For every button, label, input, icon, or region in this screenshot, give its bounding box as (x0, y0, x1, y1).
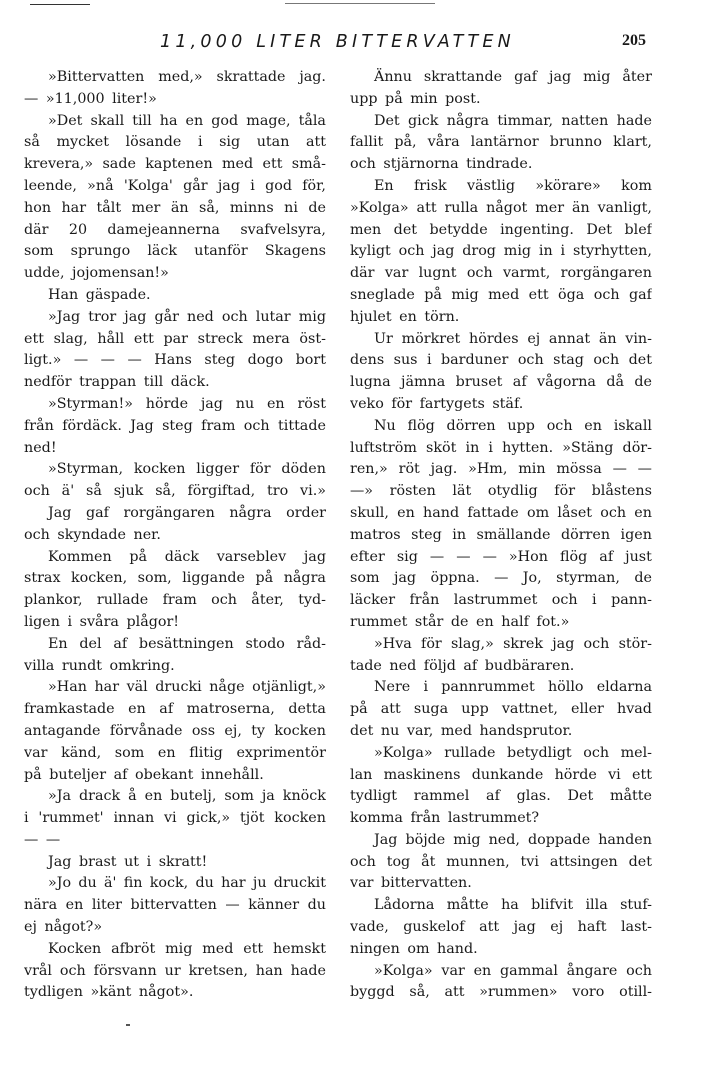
text-line: »Jo du ä' fin kock, du har ju druckit (48, 875, 326, 892)
text-line: rummet står de en half fot.» (350, 613, 570, 630)
text-line: läcker från lastrummet och i pann- (350, 592, 652, 609)
text-line: — — (24, 831, 61, 848)
text-line: leende, »nå 'Kolga' går jag i god för, (24, 177, 326, 194)
text-line: komma från lastrummet? (350, 810, 540, 827)
text-line: var bittervatten. (350, 875, 472, 892)
text-line: vade, guskelof att jag ej haft last- (350, 919, 652, 936)
text-line: och skyndade ner. (24, 526, 161, 543)
text-line: hjulet en törn. (350, 308, 460, 325)
text-line: »Jag tror jag går ned och lutar mig (48, 308, 326, 325)
print-mark (126, 1024, 130, 1026)
text-line: ej något?» (24, 919, 103, 936)
text-line: och stjärnorna tindrade. (350, 156, 533, 173)
text-line: Jag brast ut i skratt! (48, 853, 208, 870)
page-number: 205 (622, 32, 646, 49)
text-line: »Det skall till ha en god mage, tåla (48, 112, 326, 129)
text-line: Lådorna måtte ha blifvit illa stuf- (374, 897, 652, 914)
text-line: »Kolga» att rulla något mer än vanligt, (350, 199, 652, 216)
text-line: matros steg in smällande dörren igen (350, 526, 652, 543)
text-line: fallit på, våra lantärnor brunno klart, (350, 134, 652, 151)
right-column (350, 67, 652, 1004)
text-line: lan maskinens dunkande hörde vi ett (350, 766, 652, 783)
text-line: men det betydde ingenting. Det blef (350, 221, 652, 238)
text-line: udde, jojomensan!» (24, 265, 169, 282)
text-line: — »11,000 liter!» (24, 90, 157, 107)
running-title: 11,000 LITER BITTERVATTEN (160, 32, 515, 52)
text-line: efter sig — — — »Hon flög af just (350, 548, 652, 565)
text-line: Nu flög dörren upp och en iskall (374, 417, 652, 434)
text-line: skull, en hand fattade om låset och en (350, 504, 652, 521)
text-line: ett slag, håll ett par streck mera öst- (24, 330, 326, 347)
text-line: Kommen på däck varseblev jag (48, 548, 326, 565)
text-line: på att suga upp vattnet, eller hvad (350, 701, 652, 718)
text-line: i 'rummet' innan vi gick,» tjöt kocken (24, 810, 326, 827)
text-line: det nu var, med handsprutor. (350, 722, 573, 739)
text-line: upp på min post. (350, 90, 481, 107)
text-line: Han gäspade. (48, 286, 151, 303)
text-line: Kocken afbröt mig med ett hemskt (48, 940, 326, 957)
text-line: ningen om hand. (350, 940, 478, 957)
text-line: lugna jämna bruset af vågorna då de (350, 374, 652, 391)
text-line: vrål och försvann ur kretsen, han hade (24, 962, 326, 979)
text-line: »Kolga» rullade betydligt och mel- (374, 744, 652, 761)
text-line: på buteljer af obekant innehåll. (24, 766, 264, 783)
text-line: »Han har väl drucki någe otjänligt,» (48, 679, 326, 696)
print-mark (30, 4, 90, 7)
text-line: veko för fartygets stäf. (350, 395, 524, 412)
print-mark (285, 3, 435, 5)
text-line: En del af besättningen stodo råd- (48, 635, 326, 652)
text-line: hon har tålt mer än så, minns ni de (24, 199, 326, 216)
text-line: antagande förvånade oss ej, ty kocken (24, 722, 326, 739)
text-line: luftström sköt in i hytten. »Stäng dör- (350, 439, 652, 456)
text-line: ned! (24, 439, 57, 456)
text-line: var känd, som en flitig exprimentör (24, 744, 326, 761)
text-line: ren,» röt jag. »Hm, min mössa — — (350, 461, 652, 478)
text-line: nära en liter bittervatten — känner du (24, 897, 326, 914)
text-line: så mycket lösande i sig utan att (24, 134, 326, 151)
text-line: nedför trappan till däck. (24, 374, 210, 391)
text-line: »Styrman, kocken ligger för döden (48, 461, 326, 478)
text-line: byggd så, att »rummen» voro otill- (350, 984, 652, 1001)
text-line: En frisk västlig »körare» kom (374, 177, 652, 194)
text-line: »Ja drack å en butelj, som ja knöck (48, 788, 326, 805)
text-line: »Styrman!» hörde jag nu en röst (48, 395, 326, 412)
text-line: som sprungo läck utanför Skagens (24, 243, 326, 260)
text-line: där var lugnt och varmt, rorgängaren (350, 265, 652, 282)
page-header (0, 32, 728, 56)
text-line: som jag öppna. — Jo, styrman, de (350, 570, 652, 587)
text-line: strax kocken, som, liggande på några (24, 570, 326, 587)
text-line: ligen i svåra plågor! (24, 613, 180, 630)
text-line: kyligt och jag drog mig in i styrhytten, (350, 243, 652, 260)
text-line: »Kolga» var en gammal ångare och (374, 962, 652, 979)
text-line: där 20 damejeannerna svafvelsyra, (24, 221, 326, 238)
text-line: sneglade på mig med ett öga och gaf (350, 286, 652, 303)
text-line: och tog åt munnen, tvi attsingen det (350, 853, 652, 870)
text-line: Jag böjde mig ned, doppade handen (374, 831, 652, 848)
text-line: krevera,» sade kaptenen med ett små- (24, 156, 326, 173)
text-line: tydligen »känt något». (24, 984, 194, 1001)
text-line: »Hva för slag,» skrek jag och stör- (374, 635, 652, 652)
text-line: Ur mörkret hördes ej annat än vin- (374, 330, 652, 347)
text-line: —» rösten lät otydlig för blåstens (350, 483, 652, 500)
text-line: och ä' så sjuk så, förgiftad, tro vi.» (24, 483, 326, 500)
text-line: Nere i pannrummet höllo eldarna (374, 679, 652, 696)
text-line: tade ned följd af budbäraren. (350, 657, 575, 674)
text-line: villa rundt omkring. (24, 657, 175, 674)
text-line: Det gick några timmar, natten hade (374, 112, 652, 129)
text-line: plankor, rullade fram och åter, tyd- (24, 592, 326, 609)
text-line: ligt.» — — — Hans steg dogo bort (24, 352, 326, 369)
left-column (24, 67, 326, 1004)
text-line: framkastade en af matroserna, detta (24, 701, 326, 718)
text-line: Ännu skrattande gaf jag mig åter (374, 69, 652, 85)
text-line: dens sus i barduner och stag och det (350, 352, 652, 369)
text-line: från fördäck. Jag steg fram och tittade (24, 417, 326, 434)
text-line: »Bittervatten med,» skrattade jag. (48, 69, 326, 85)
text-line: tydligt rammel af glas. Det måtte (350, 788, 652, 805)
text-line: Jag gaf rorgängaren några order (48, 504, 326, 521)
